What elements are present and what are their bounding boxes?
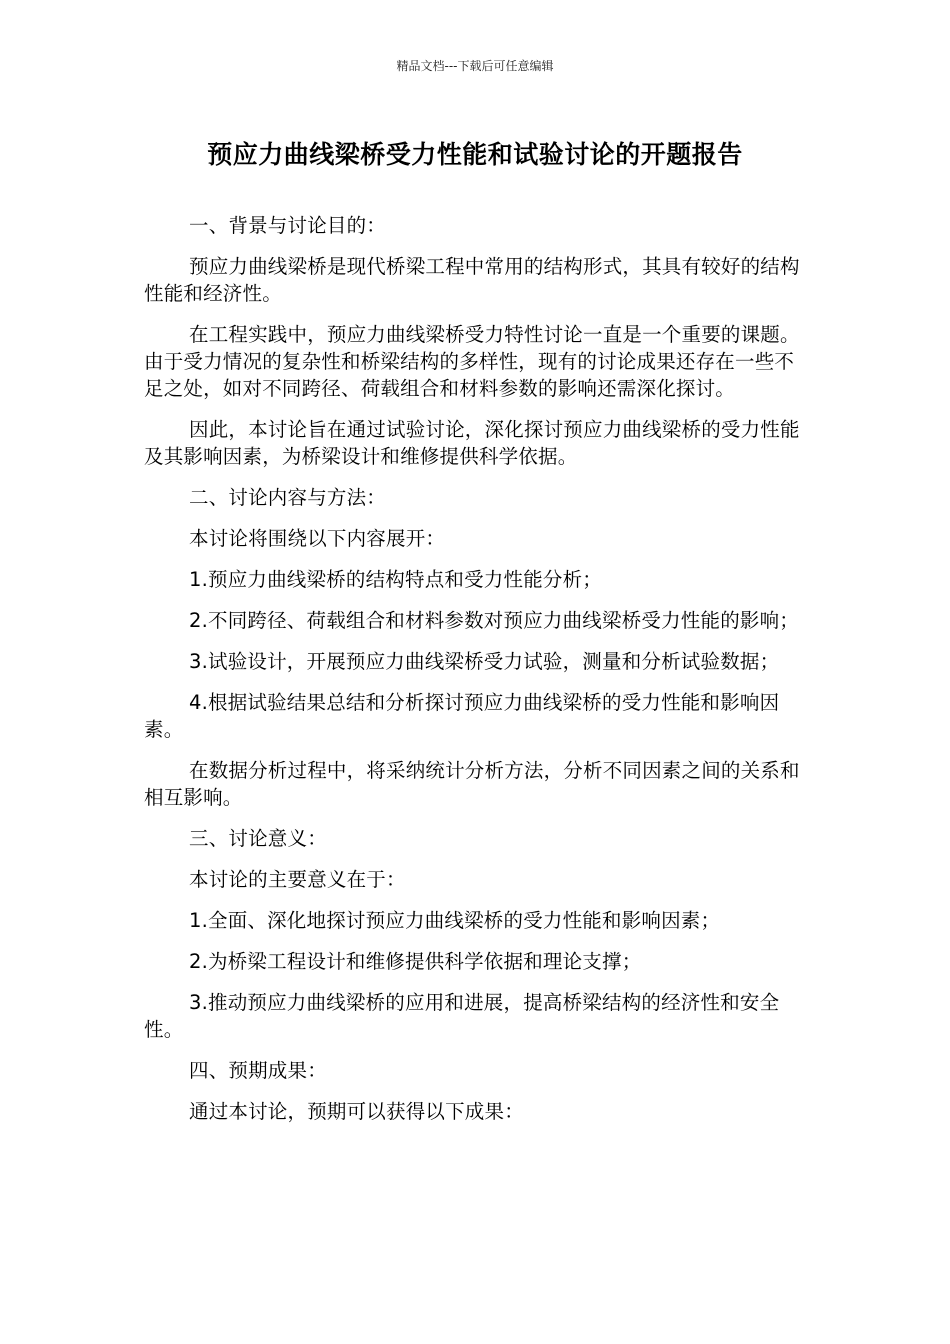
- list-item: 2.不同跨径、荷载组合和材料参数对预应力曲线梁桥受力性能的影响；: [189, 609, 800, 632]
- list-item: 3.推动预应力曲线梁桥的应用和进展，提高桥梁结构的经济性和安全性。: [144, 991, 780, 1041]
- document-title: 预应力曲线梁桥受力性能和试验讨论的开题报告: [207, 140, 743, 169]
- body-paragraph: 本讨论的主要意义在于：: [189, 868, 406, 891]
- list-item: 4.根据试验结果总结和分析探讨预应力曲线梁桥的受力性能和影响因素。: [144, 691, 780, 741]
- section-heading-content-method: 二、讨论内容与方法：: [189, 486, 387, 509]
- list-item: 2.为桥梁工程设计和维修提供科学依据和理论支撑；: [189, 950, 642, 973]
- document-body: [144, 212, 804, 1139]
- list-item: 3.试验设计，开展预应力曲线梁桥受力试验，测量和分析试验数据；: [189, 650, 780, 673]
- section-heading-background: 一、背景与讨论目的：: [189, 214, 387, 237]
- section-heading-significance: 三、讨论意义：: [189, 827, 327, 850]
- header-note: 精品文档---下载后可任意编辑: [396, 59, 554, 73]
- body-paragraph: 通过本讨论，预期可以获得以下成果：: [189, 1100, 524, 1123]
- body-paragraph: 本讨论将围绕以下内容展开：: [189, 527, 446, 550]
- body-paragraph: 在工程实践中，预应力曲线梁桥受力特性讨论一直是一个重要的课题。由于受力情况的复杂性和桥梁结构的多样性，现有的讨论成果还存在一些不足之处，如对不同跨径、荷载组合和材料参数的影响还需深化探讨。: [144, 323, 800, 400]
- list-item: 1.全面、深化地探讨预应力曲线梁桥的受力性能和影响因素；: [189, 909, 721, 932]
- list-item: 1.预应力曲线梁桥的结构特点和受力性能分析；: [189, 568, 603, 591]
- body-paragraph: 在数据分析过程中，将采纳统计分析方法，分析不同因素之间的关系和相互影响。: [144, 759, 800, 809]
- section-heading-expected-results: 四、预期成果：: [189, 1059, 327, 1082]
- body-paragraph: 预应力曲线梁桥是现代桥梁工程中常用的结构形式，其具有较好的结构性能和经济性。: [144, 255, 800, 305]
- body-paragraph: 因此，本讨论旨在通过试验讨论，深化探讨预应力曲线梁桥的受力性能及其影响因素，为桥梁设计和维修提供科学依据。: [144, 418, 800, 468]
